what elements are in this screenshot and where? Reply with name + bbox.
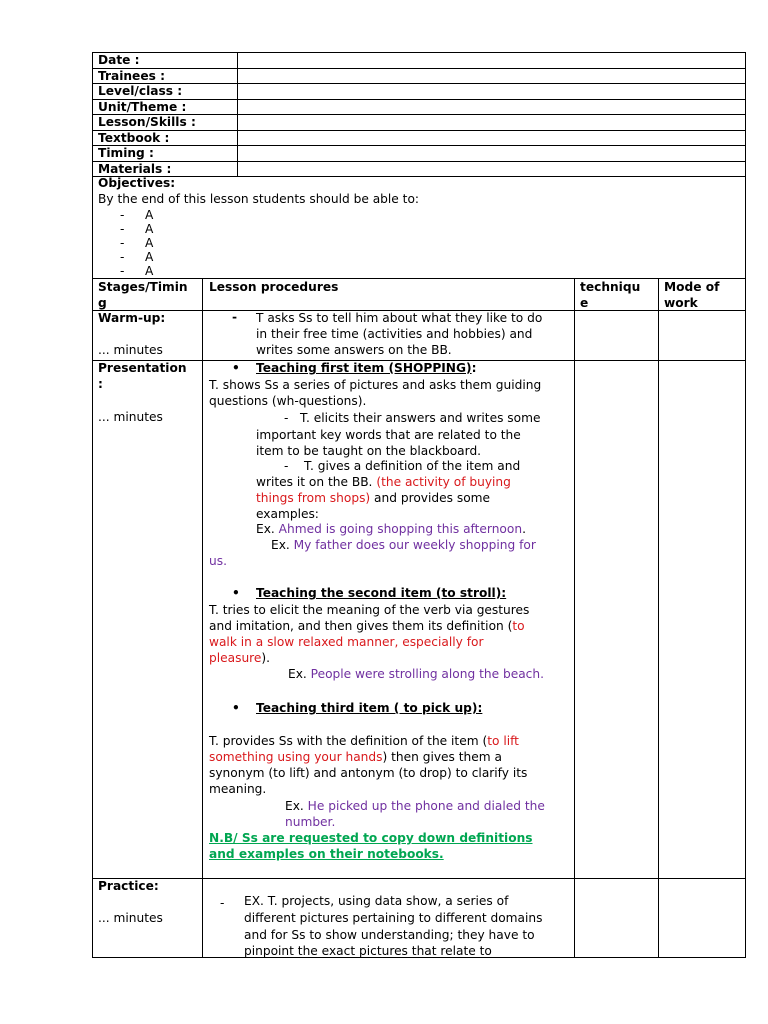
warmup-stage: Warm-up: bbox=[98, 311, 166, 325]
dash-bullet: - bbox=[220, 896, 225, 910]
warmup-time: ... minutes bbox=[98, 343, 163, 357]
practice-line: pinpoint the exact pictures that relate to bbox=[244, 944, 492, 958]
col-header-mode: Mode of bbox=[664, 280, 720, 294]
practice-stage: Practice: bbox=[98, 879, 159, 893]
trainees-label: Trainees : bbox=[98, 69, 165, 83]
table-border-right bbox=[745, 52, 746, 958]
bullet-icon: • bbox=[232, 361, 240, 375]
practice-line: and for Ss to show understanding; they have to bbox=[244, 928, 535, 942]
objective-item: A bbox=[145, 208, 154, 222]
note-line: and examples on their notebooks. bbox=[209, 847, 444, 861]
table-border-top bbox=[92, 52, 746, 53]
practice-time: ... minutes bbox=[98, 911, 163, 925]
date-label: Date : bbox=[98, 53, 140, 67]
lesson-skills-label: Lesson/Skills : bbox=[98, 115, 196, 129]
presentation-stage: Presentation bbox=[98, 361, 187, 375]
level-class-label: Level/class : bbox=[98, 84, 183, 98]
objectives-intro: By the end of this lesson students should be able to: bbox=[98, 192, 420, 206]
textbook-label: Textbook : bbox=[98, 131, 170, 145]
warmup-line: in their free time (activities and hobbies) and bbox=[256, 327, 533, 341]
item3-heading: Teaching third item ( to pick up): bbox=[256, 701, 483, 715]
warmup-line: T asks Ss to tell him about what they like to do bbox=[256, 311, 543, 325]
table-border-left bbox=[92, 52, 93, 958]
item1-heading: Teaching first item (SHOPPING) bbox=[256, 361, 472, 375]
warmup-line: writes some answers on the BB. bbox=[256, 343, 452, 357]
objective-item: A bbox=[145, 222, 154, 236]
col-header-stages: Stages/Timin bbox=[98, 280, 188, 294]
col-header-procedures: Lesson procedures bbox=[209, 280, 339, 294]
unit-theme-label: Unit/Theme : bbox=[98, 100, 187, 114]
item2-heading: Teaching the second item (to stroll): bbox=[256, 586, 507, 600]
presentation-time: ... minutes bbox=[98, 410, 163, 424]
materials-label: Materials : bbox=[98, 162, 172, 176]
dash-bullet: - bbox=[232, 310, 238, 324]
objective-item: A bbox=[145, 236, 154, 250]
bullet-icon: • bbox=[232, 586, 240, 600]
objective-item: A bbox=[145, 264, 154, 278]
practice-line: different pictures pertaining to different domains bbox=[244, 911, 543, 925]
timing-label: Timing : bbox=[98, 146, 154, 160]
lesson-plan-table: Date : Trainees : Level/class : Unit/Theme : Lesson/Skills : Textbook : Timing : Materials : Objectives: By the end of this lesson students should be able to: - A - A - A - A - A Stages/Timin g Lesson procedures techniqu e Mode of work Warm-up: ... minutes - T asks Ss to tell him about what they like to do in their free time (activities and hobbies) and writes some answers on the BB. Presentation : ... minutes • Teaching first item (SHOPPING): T. shows Ss a series of pictures and asks them guiding questions (wh-questions). - T. elicits their answers and writes some important key words that are related to the item to be taught on the blackboard. - T. gives a definition of the item and writes it on the BB. (the activity of buying things from shops) and provides some examples: Ex. Ahmed is going shopping this afternoon. Ex. My father does our weekly shopping for us. • Teaching the second item (to stroll): T. tries to elicit the meaning of the verb via gestures and imitation, and then gives them its definition (to walk in a slow relaxed manner, especially for pleasure). Ex. People were strolling along the beach. • Teaching third item ( to pick up): T. provides Ss with the definition of the item (to lift something using your hands) then gives them a synonym (to lift) and antonym (to drop) to clarify its meaning. Ex. He picked up the phone and dialed the number. N.B/ Ss are requested to copy down definitions and examples on their notebooks. Practice: ... minutes - EX. T. projects, using data show, a series of different pictures pertaining to different domains and for Ss to show understanding; they have to pinpoint the exact pictures that relate to bbox=[92, 52, 746, 958]
practice-line: EX. T. projects, using data show, a series of bbox=[244, 894, 509, 908]
note-line: N.B/ Ss are requested to copy down definitions bbox=[209, 831, 533, 845]
objectives-title: Objectives: bbox=[98, 176, 176, 190]
objective-item: A bbox=[145, 250, 154, 264]
col-header-technique: techniqu bbox=[580, 280, 641, 294]
bullet-icon: • bbox=[232, 701, 240, 715]
